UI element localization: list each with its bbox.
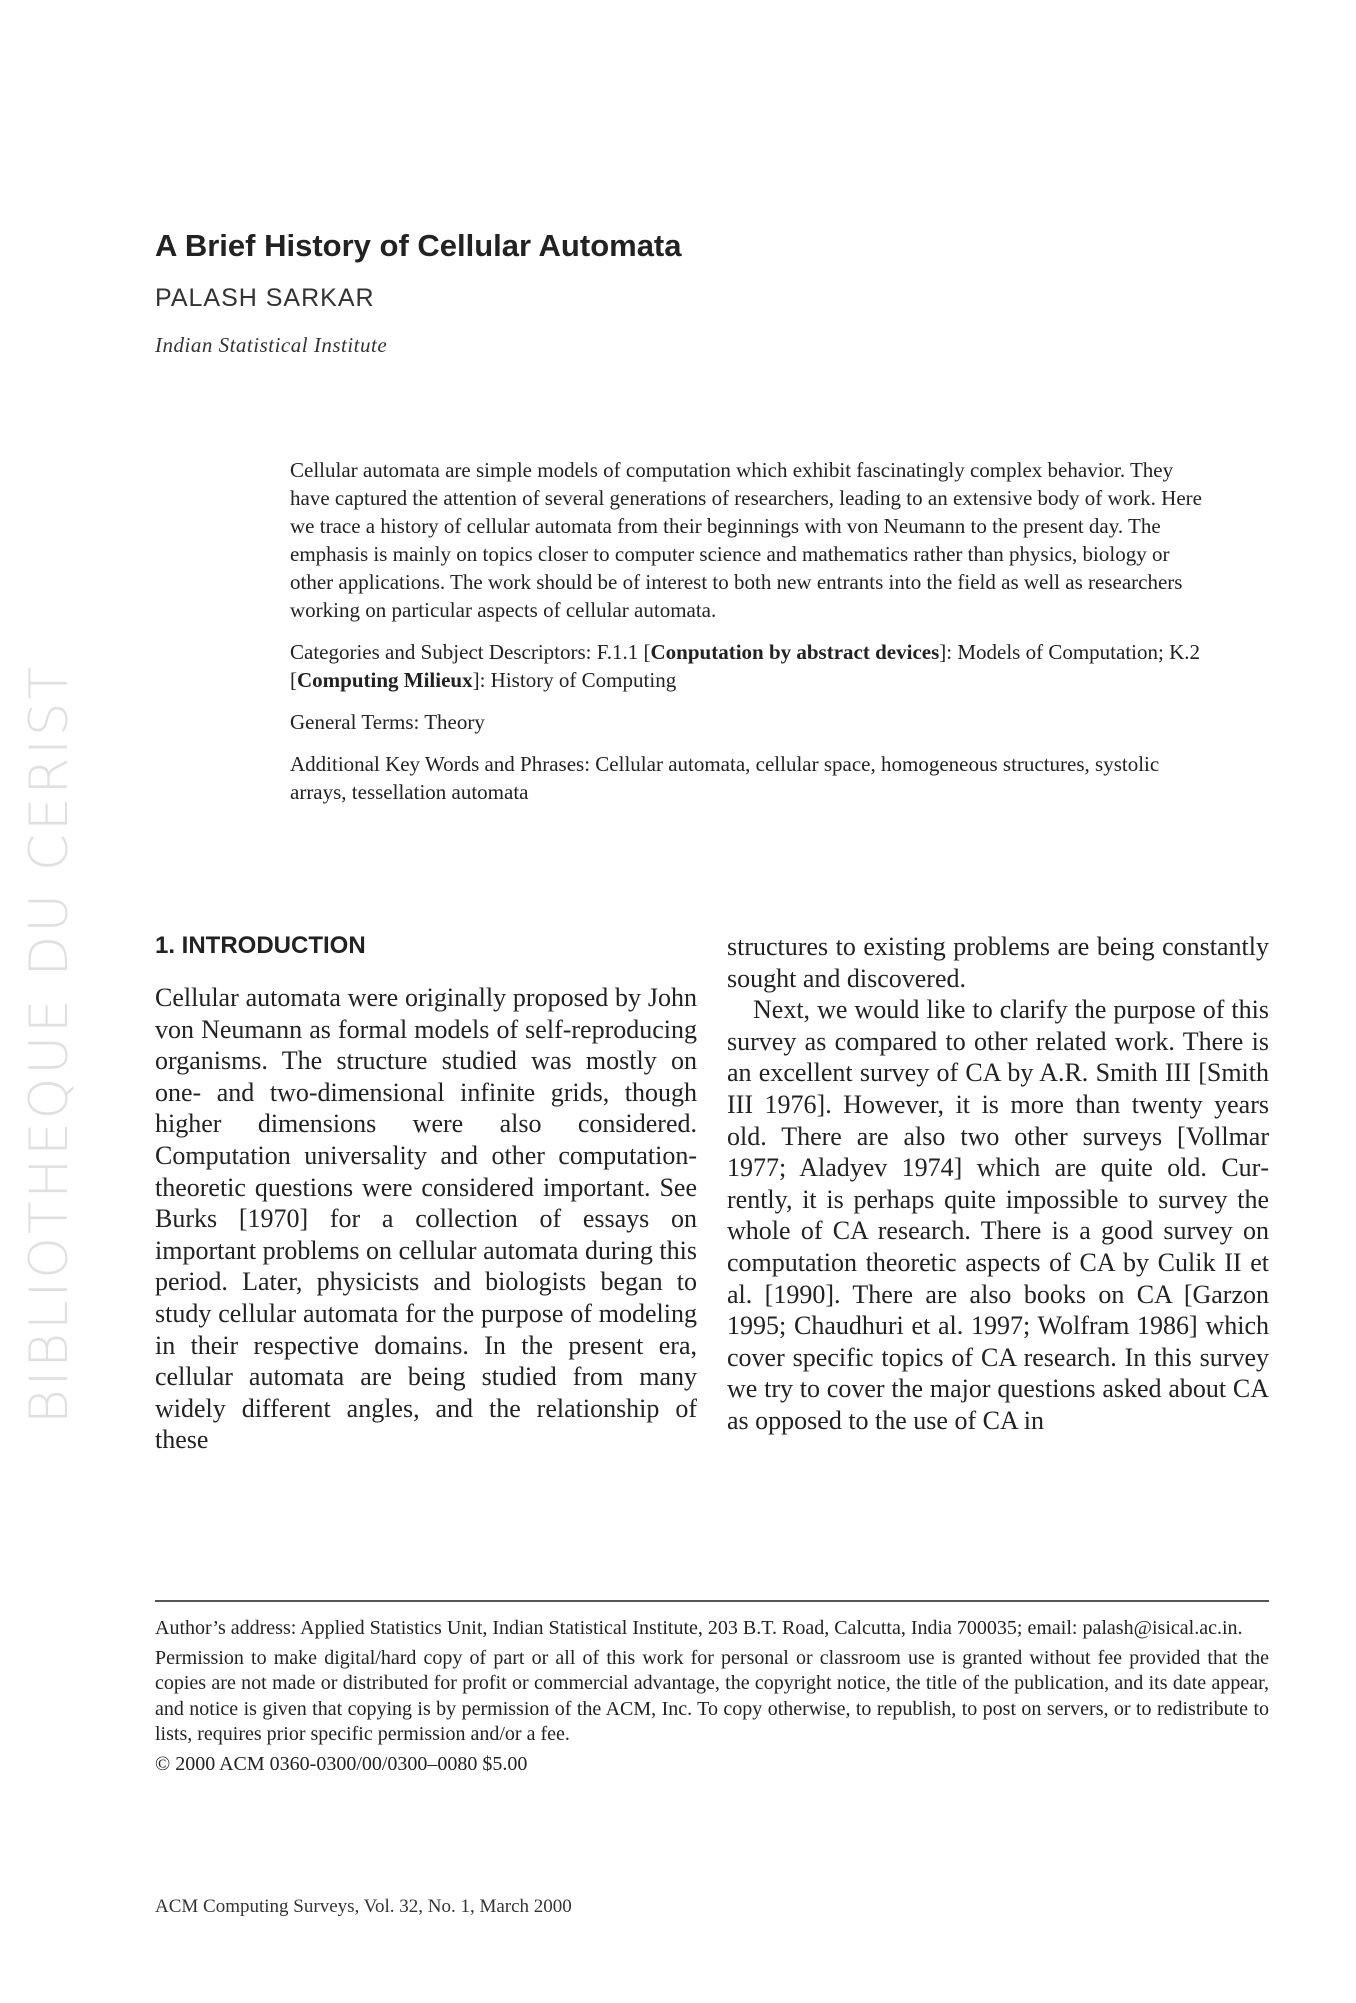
section-heading: 1. INTRODUCTION bbox=[155, 932, 366, 959]
intro-paragraph-1: Cellular automata were originally proposed by John von Neumann as formal models of self-reproducing organisms. The structure studied was mostly on one- and two-dimensional infinite grids, though higher dimensions were also considered. Computation universality and other computation-theoretic questions were considered important. See Burks [1970] for a collection of essays on important problems on cellular automata during this period. Later, physicists and biologists began to study cellular automata for the purpose of modeling in their respective domains. In the present era, cellular automata are being studied from many widely different angles, and the relationship of these bbox=[155, 983, 697, 1455]
categories-bold-2: Computing Milieux bbox=[297, 668, 473, 692]
categories-suffix: ]: History of Computing bbox=[472, 668, 677, 692]
categories-bold-1: Conputation by abstract devices bbox=[650, 640, 940, 664]
paper-title: A Brief History of Cellular Automata bbox=[155, 228, 682, 263]
author-name: PALASH SARKAR bbox=[155, 284, 375, 312]
library-watermark: BIBLIOTHEQUE DU CERIST bbox=[19, 664, 80, 1424]
general-terms: General Terms: Theory bbox=[290, 710, 485, 734]
intro-paragraph-2: Next, we would like to clarify the purpose of this survey as compared to other related work. There is an excellent survey of CA by A.R. Smith III [Smith III 1976]. However, it is more than twenty years old. There are also two other surveys [Vollmar 1977; Aladyev 1974] which are quite old. Currently, it is perhaps quite impossible to survey the whole of CA research. There is a good survey on computation theoretic aspects of CA by Culik II et al. [1990]. There are also books on CA [Garzon 1995; Chaudhuri et al. 1997; Wolfram 1986] which cover specific topics of CA research. In this survey we try to cover the major questions asked about CA as opposed to the use of CA in bbox=[727, 995, 1269, 1435]
permission-footnote: Permission to make digital/hard copy of part or all of this work for personal or classroom use is granted without fee provided that the copies are not made or distributed for profit or commercial advantage, the copyright notice, the title of the publication, and its date appear, and notice is given that copying is by permission of the ACM, Inc. To copy otherwise, to republish, to post on servers, or to redistribute to lists, requires prior specific permission and/or a fee. bbox=[155, 1646, 1269, 1745]
body-column-right bbox=[727, 931, 1269, 1437]
categories-prefix: Categories and Subject Descriptors: F.1.1 [ bbox=[290, 640, 651, 664]
author-affiliation: Indian Statistical Institute bbox=[155, 333, 388, 357]
journal-citation: ACM Computing Surveys, Vol. 32, No. 1, March 2000 bbox=[155, 1896, 572, 1917]
author-address-footnote: Author’s address: Applied Statistics Unit, Indian Statistical Institute, 203 B.T. Road, Calcutta, India 700035; email: palash@isical.ac.in. bbox=[155, 1617, 1243, 1639]
copyright-line: © 2000 ACM 0360-0300/00/0300–0080 $5.00 bbox=[155, 1752, 528, 1775]
key-words: Additional Key Words and Phrases: Cellular automata, cellular space, homogeneous structures, systolic arrays, tessellation automata bbox=[290, 752, 1160, 804]
categories-line bbox=[290, 638, 1210, 694]
body-column-left bbox=[155, 982, 697, 1456]
intro-paragraph-1-continued: structures to existing problems are being constantly sought and discovered. bbox=[727, 932, 1269, 993]
categories-mid: ]: Models of Computation; K.2 [ bbox=[290, 640, 1201, 692]
abstract-block bbox=[290, 456, 1210, 806]
abstract-text: Cellular automata are simple models of computation which exhibit fascinatingly complex behavior. They have captured the attention of several generations of researchers, leading to an extensive body of work. Here we trace a history of cellular automata from their beginnings with von Neumann to the present day. The emphasis is mainly on topics closer to computer science and mathematics rather than physics, biology or other applications. The work should be of interest to both new entrants into the field as well as researchers working on particular aspects of cellular automata. bbox=[290, 458, 1202, 622]
footnote-divider bbox=[155, 1600, 1269, 1602]
footnotes-block bbox=[155, 1616, 1269, 1781]
